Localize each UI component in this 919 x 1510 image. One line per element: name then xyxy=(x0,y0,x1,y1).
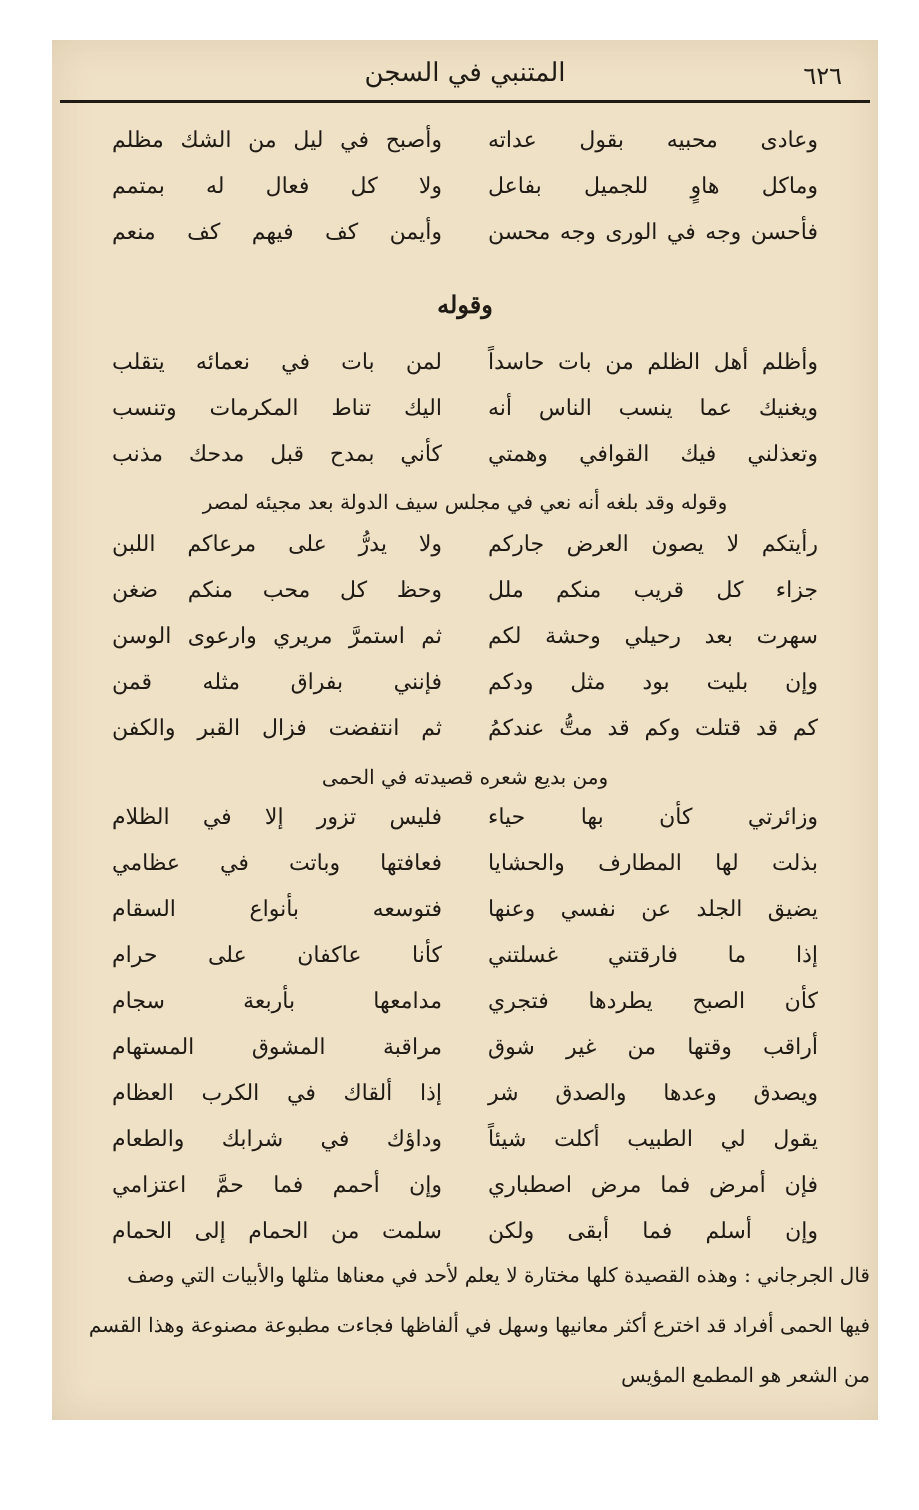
poem-block-2 xyxy=(112,350,818,488)
second-hemistich: وحظ كل محب منكم ضغن xyxy=(112,578,442,603)
closing-paragraph xyxy=(64,1250,870,1400)
second-hemistich: مراقبة المشوق المستهام xyxy=(112,1035,442,1060)
verse-line xyxy=(112,805,818,851)
second-hemistich: ثم استمرَّ مريري وارعوى الوسن xyxy=(112,624,442,649)
first-hemistich: وإن أسلم فما أبقى ولكن xyxy=(488,1219,818,1244)
verse-line xyxy=(112,1081,818,1127)
second-hemistich: مدامعها بأربعة سجام xyxy=(112,989,442,1014)
verse-line xyxy=(112,716,818,762)
first-hemistich: وزائرتي كأن بها حياء xyxy=(488,805,818,830)
first-hemistich: بذلت لها المطارف والحشايا xyxy=(488,851,818,876)
poem-block-4 xyxy=(112,805,818,1265)
second-hemistich: كأني بمدح قبل مدحك مذنب xyxy=(112,442,442,467)
first-hemistich: وماكل هاوٍ للجميل بفاعل xyxy=(488,174,818,199)
second-hemistich: سلمت من الحمام إلى الحمام xyxy=(112,1219,442,1244)
verse-line xyxy=(112,532,818,578)
verse-line xyxy=(112,396,818,442)
first-hemistich: سهرت بعد رحيلي وحشة لكم xyxy=(488,624,818,649)
first-hemistich: وإن بليت بود مثل ودكم xyxy=(488,670,818,695)
verse-line xyxy=(112,624,818,670)
section-intro-1: وقوله وقد بلغه أنه نعي في مجلس سيف الدولة بعد مجيئه لمصر xyxy=(202,490,728,514)
second-hemistich: ثم انتفضت فزال القبر والكفن xyxy=(112,716,442,741)
verse-line xyxy=(112,897,818,943)
first-hemistich: ويصدق وعدها والصدق شر xyxy=(488,1081,818,1106)
first-hemistich: فأحسن وجه في الورى وجه محسن xyxy=(488,220,818,245)
first-hemistich: جزاء كل قريب منكم ملل xyxy=(488,578,818,603)
verse-line xyxy=(112,670,818,716)
second-hemistich: فإنني بفراق مثله قمن xyxy=(112,670,442,695)
verse-line xyxy=(112,220,818,266)
second-hemistich: وأيمن كف فيهم كف منعم xyxy=(112,220,442,245)
first-hemistich: رأيتكم لا يصون العرض جاركم xyxy=(488,532,818,557)
second-hemistich: إذا ألقاك في الكرب العظام xyxy=(112,1081,442,1106)
first-hemistich: فإن أمرض فما مرض اصطباري xyxy=(488,1173,818,1198)
verse-line xyxy=(112,851,818,897)
prose-line: قال الجرجاني : وهذه القصيدة كلها مختارة لا يعلم لأحد في معناها مثلها والأبيات التي وصف xyxy=(127,1263,870,1287)
second-hemistich: كأنا عاكفان على حرام xyxy=(112,943,442,968)
second-hemistich: ولا يدرُّ على مرعاكم اللبن xyxy=(112,532,442,557)
verse-line xyxy=(112,943,818,989)
verse-line xyxy=(112,1035,818,1081)
poem-block-1 xyxy=(112,128,818,266)
header-rule xyxy=(60,100,870,103)
verse-line xyxy=(112,1173,818,1219)
verse-line xyxy=(112,989,818,1035)
verse-line xyxy=(112,350,818,396)
book-page xyxy=(52,40,878,1420)
first-hemistich: وتعذلني فيك القوافي وهمتي xyxy=(488,442,818,467)
running-title: المتنبي في السجن xyxy=(364,58,566,88)
prose-line: من الشعر هو المطمع المؤيس xyxy=(621,1363,870,1387)
prose-line: فيها الحمى أفراد قد اخترع أكثر معانيها وسهل في ألفاظها فجاءت مطبوعة مصنوعة وهذا القسم xyxy=(88,1313,870,1337)
page-number: ٦٢٦ xyxy=(803,62,842,90)
verse-line xyxy=(112,128,818,174)
page-header xyxy=(52,58,878,98)
second-hemistich: وأصبح في ليل من الشك مظلم xyxy=(112,128,442,153)
second-hemistich: فعافتها وباتت في عظامي xyxy=(112,851,442,876)
first-hemistich: ويغنيك عما ينسب الناس أنه xyxy=(488,396,818,421)
first-hemistich: يقول لي الطبيب أكلت شيئاً xyxy=(488,1127,818,1152)
poem-block-3 xyxy=(112,532,818,762)
verse-line xyxy=(112,1127,818,1173)
first-hemistich: كم قد قتلت وكم قد متُّ عندكمُ xyxy=(488,716,818,741)
second-hemistich: فليس تزور إلا في الظلام xyxy=(112,805,442,830)
second-hemistich: وداؤك في شرابك والطعام xyxy=(112,1127,442,1152)
first-hemistich: أراقب وقتها من غير شوق xyxy=(488,1035,818,1060)
verse-line xyxy=(112,578,818,624)
section-intro-2: ومن بديع شعره قصيدته في الحمى xyxy=(321,765,609,789)
second-hemistich: فتوسعه بأنواع السقام xyxy=(112,897,442,922)
first-hemistich: وأظلم أهل الظلم من بات حاسداً xyxy=(488,350,818,375)
second-hemistich: اليك تناط المكرمات وتنسب xyxy=(112,396,442,421)
second-hemistich: ولا كل فعال له بمتمم xyxy=(112,174,442,199)
first-hemistich: وعادى محبيه بقول عداته xyxy=(488,128,818,153)
section-heading: وقوله xyxy=(437,290,493,319)
second-hemistich: لمن بات في نعمائه يتقلب xyxy=(112,350,442,375)
first-hemistich: إذا ما فارقتني غسلتني xyxy=(488,943,818,968)
first-hemistich: يضيق الجلد عن نفسي وعنها xyxy=(488,897,818,922)
verse-line xyxy=(112,174,818,220)
verse-line xyxy=(112,442,818,488)
first-hemistich: كأن الصبح يطردها فتجري xyxy=(488,989,818,1014)
second-hemistich: وإن أحمم فما حمَّ اعتزامي xyxy=(112,1173,442,1198)
